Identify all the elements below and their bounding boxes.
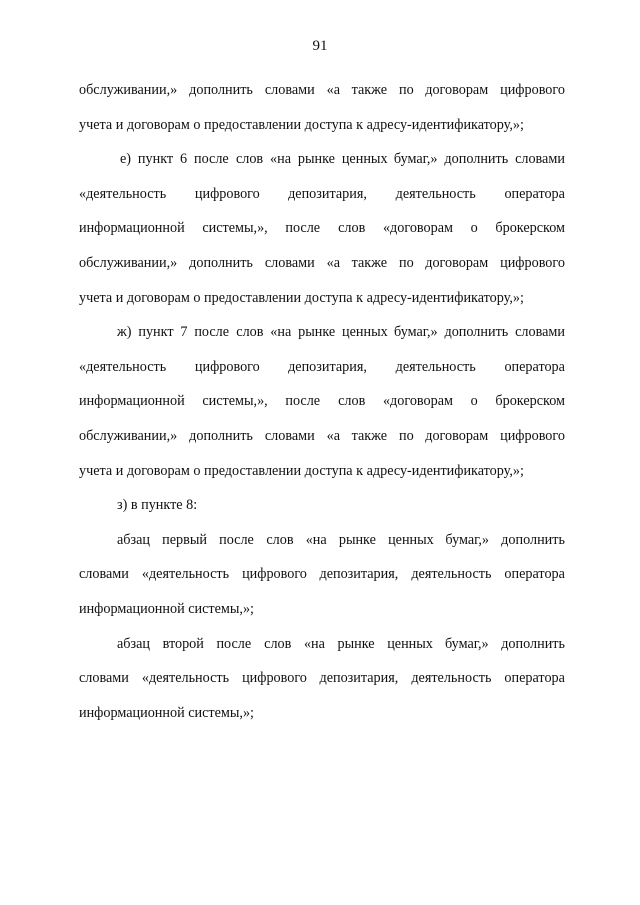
text-line: словами «деятельность цифрового депозитария, деятельность оператора xyxy=(79,566,565,583)
document-body xyxy=(79,73,565,730)
text-line: «деятельность цифрового депозитария, деятельность оператора xyxy=(79,358,565,375)
text-line: е) пункт 6 после слов «на рынке ценных бумаг,» дополнить словами xyxy=(120,151,565,168)
text-line: учета и договорам о предоставлении доступа к адресу-идентификатору,»; xyxy=(79,289,524,306)
text-line: учета и договорам о предоставлении доступа к адресу-идентификатору,»; xyxy=(79,116,524,133)
text-line: обслуживании,» дополнить словами «а также по договорам цифрового xyxy=(79,427,565,444)
text-line: информационной системы,»; xyxy=(79,704,255,721)
page-number: 91 xyxy=(312,38,328,54)
text-line: информационной системы,»; xyxy=(79,600,255,617)
text-line: учета и договорам о предоставлении доступа к адресу-идентификатору,»; xyxy=(79,462,524,479)
text-line: информационной системы,», после слов «договорам о брокерском xyxy=(79,220,565,237)
text-line: «деятельность цифрового депозитария, деятельность оператора xyxy=(79,185,565,202)
text-line: информационной системы,», после слов «договорам о брокерском xyxy=(79,393,565,410)
text-line: ж) пункт 7 после слов «на рынке ценных бумаг,» дополнить словами xyxy=(117,324,565,341)
text-line: обслуживании,» дополнить словами «а также по договорам цифрового xyxy=(79,82,565,98)
text-line: обслуживании,» дополнить словами «а также по договорам цифрового xyxy=(79,254,565,271)
text-line: з) в пункте 8: xyxy=(117,497,198,514)
text-line: словами «деятельность цифрового депозитария, деятельность оператора xyxy=(79,670,565,687)
text-line: абзац первый после слов «на рынке ценных бумаг,» дополнить xyxy=(117,531,565,548)
text-line: абзац второй после слов «на рынке ценных бумаг,» дополнить xyxy=(117,635,565,652)
